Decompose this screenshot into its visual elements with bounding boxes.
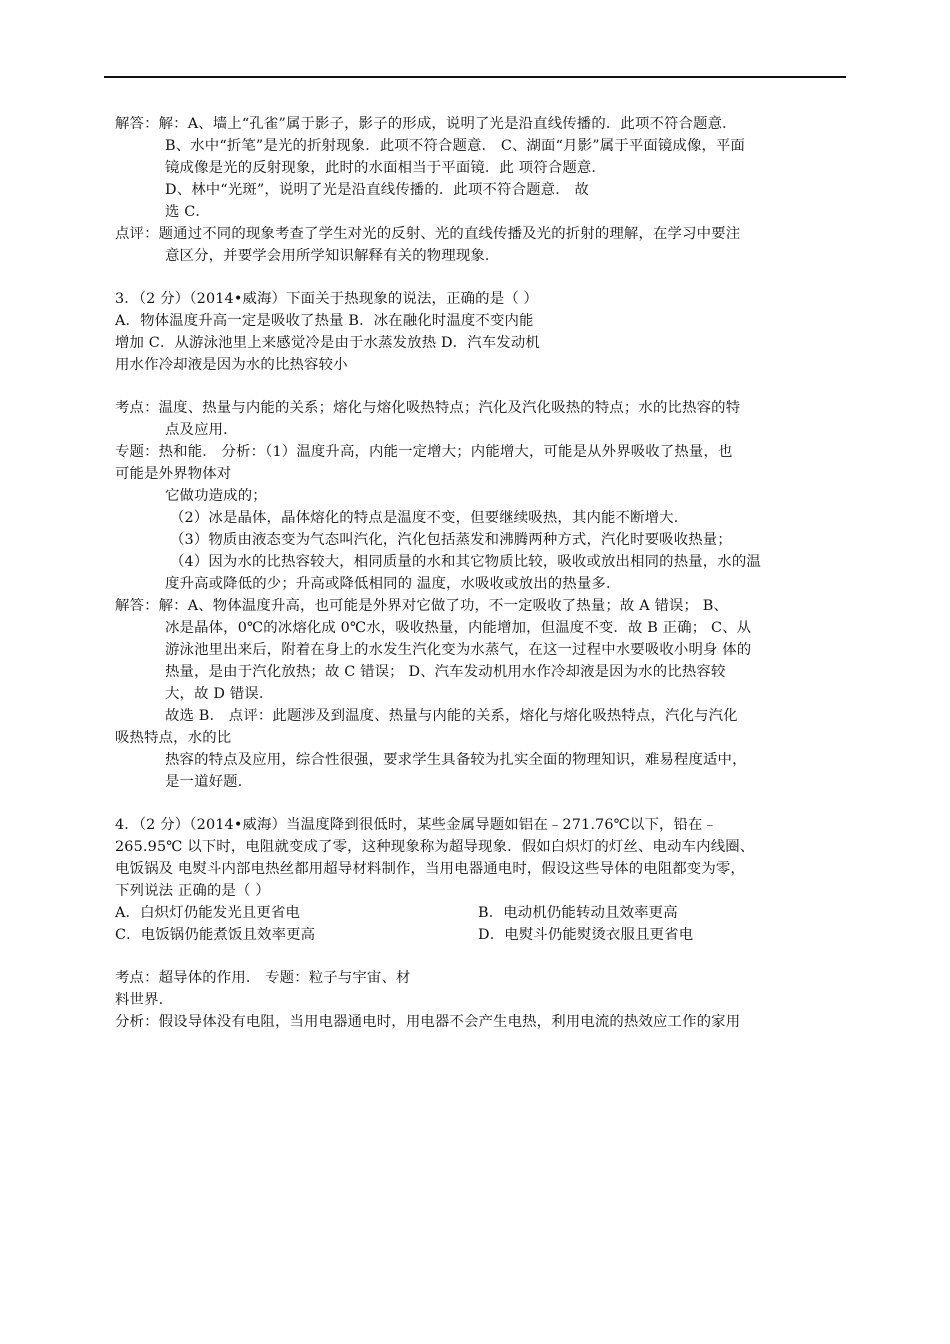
text-line: 考点：温度、热量与内能的关系；熔化与熔化吸热特点；汽化及汽化吸热的特点；水的比热容的特: [115, 400, 741, 416]
text-line: （2）冰是晶体，晶体熔化的特点是温度不变，但要继续吸热，其内能不断增大．: [170, 510, 689, 526]
text-line: （3）物质由液态变为气态叫汽化，汽化包括蒸发和沸腾两种方式，汽化时要吸收热量；: [170, 532, 732, 548]
text-line: 解答：解：A、物体温度升高，也可能是外界对它做了功，不一定吸收了热量；故 A 错误； B、: [115, 598, 729, 614]
text-line: 点及应用．: [165, 422, 238, 438]
text-line: 它做功造成的；: [165, 488, 267, 504]
question-4-title: 4．（2 分）（2014•威海）当温度降到很低时，某些金属导题如铝在﹣271.76℃以下，铅在﹣: [115, 817, 718, 833]
text-line: 选 C．: [165, 204, 210, 220]
question-3-title: 3．（2 分）（2014•威海）下面关于热现象的说法，正确的是（ ）: [115, 291, 539, 307]
question-4-stem-line: 电饭锅及 电熨斗内部电热丝都用超导材料制作，当用电器通电时，假设这些导体的电阻都变为零，: [115, 861, 745, 877]
question-4-option-a: A．白炽灯仍能发光且更省电: [115, 905, 301, 921]
text-line: D、林中“光斑”，说明了光是沿直线传播的．此项不符合题意． 故: [165, 182, 590, 198]
text-line: 点评：题通过不同的现象考查了学生对光的反射、光的直线传播及光的折射的理解，在学习中要注: [115, 226, 741, 242]
text-line: 吸热特点，水的比: [115, 730, 232, 746]
text-line: 故选 B． 点评：此题涉及到温度、热量与内能的关系，熔化与熔化吸热特点，汽化与汽化: [165, 708, 738, 724]
text-line: 游泳池里出来后，附着在身上的水发生汽化变为水蒸气，在这一过程中水要吸收小明身 体的: [165, 642, 752, 658]
text-line: B、水中“折笔”是光的折射现象．此项不符合题意． C、湖面“月影”属于平面镜成像，平面: [165, 138, 746, 154]
text-line: 冰是晶体，0℃的冰熔化成 0℃水，吸收热量，内能增加，但温度不变．故 B 正确； C、从: [165, 620, 752, 636]
question-4-stem-line: 265.95℃ 以下时，电阻就变成了零，这种现象称为超导现象．假如白炽灯的灯丝、电动车内线圈、: [115, 839, 755, 855]
text-line: 热量，是由于汽化放热；故 C 错误； D、汽车发动机用水作冷却液是因为水的比热容较: [165, 664, 726, 680]
text-line: 料世界．: [115, 992, 174, 1008]
text-line: 大，故 D 错误．: [165, 686, 274, 702]
text-line: 分析：假设导体没有电阻，当用电器通电时，用电器不会产生电热，利用电流的热效应工作的家用: [115, 1014, 741, 1030]
text-line: 热容的特点及应用，综合性很强，要求学生具备较为扎实全面的物理知识，难易程度适中，: [165, 752, 747, 768]
question-4-option-c: C．电饭锅仍能煮饭且效率更高: [115, 927, 316, 943]
text-line: 专题：热和能． 分析：（1）温度升高，内能一定增大；内能增大，可能是从外界吸收了热量，也: [115, 444, 733, 460]
text-line: 是一道好题．: [165, 774, 253, 790]
question-3-option-line: A．物体温度升高一定是吸收了热量 B．冰在融化时温度不变内能: [115, 313, 534, 329]
text-line: 可能是外界物体对: [115, 466, 232, 482]
text-line: 意区分，并要学会用所学知识解释有关的物理现象．: [165, 248, 500, 264]
text-line: 考点：超导体的作用． 专题：粒子与宇宙、材: [115, 970, 411, 986]
question-4-option-d: D．电熨斗仍能熨烫衣服且更省电: [478, 927, 694, 943]
header-rule: [104, 76, 846, 78]
question-3-option-line: 用水作冷却液是因为水的比热容较小: [115, 357, 348, 373]
text-line: 镜成像是光的反射现象，此时的水面相当于平面镜．此 项符合题意．: [165, 160, 606, 176]
text-line: 解答：解：A、墙上“孔雀”属于影子，影子的形成，说明了光是沿直线传播的．此项不符合题意．: [115, 116, 737, 132]
text-line: 度升高或降低的少；升高或降低相同的 温度，水吸收或放出的热量多．: [165, 576, 621, 592]
text-line: （4）因为水的比热容较大，相同质量的水和其它物质比较，吸收或放出相同的热量，水的温: [170, 554, 761, 570]
question-3-option-line: 增加 C．从游泳池里上来感觉冷是由于水蒸发放热 D．汽车发动机: [115, 335, 540, 351]
question-4-stem-line: 下列说法 正确的是（ ）: [115, 883, 270, 899]
question-4-option-b: B．电动机仍能转动且效率更高: [478, 905, 678, 921]
